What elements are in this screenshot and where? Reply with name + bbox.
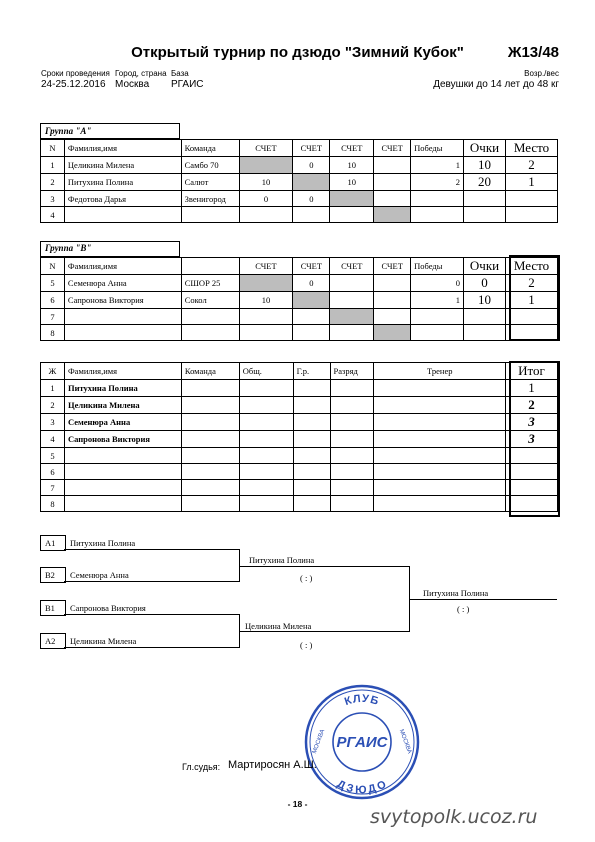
col-points: Очки bbox=[464, 140, 506, 157]
team-name bbox=[181, 325, 239, 341]
col-n: N bbox=[41, 140, 65, 157]
score-cell bbox=[293, 207, 330, 223]
dates-label: Сроки проведения bbox=[41, 69, 110, 78]
bracket-line bbox=[239, 566, 409, 567]
seed-b1-name: Сапронова Виктория bbox=[70, 603, 146, 613]
age-weight-label: Возр./вес bbox=[524, 69, 559, 78]
coach-cell bbox=[374, 380, 506, 397]
score-cell bbox=[239, 207, 293, 223]
score-cell-blocked bbox=[239, 275, 293, 292]
col-score-1: СЧЕТ bbox=[239, 140, 293, 157]
row-number: 6 bbox=[41, 292, 65, 309]
stamp-bottom-text: ДЗЮДО bbox=[334, 778, 390, 797]
wins-cell bbox=[411, 207, 464, 223]
place-cell: 1 bbox=[505, 174, 557, 191]
semi2-winner: Целикина Милена bbox=[245, 621, 312, 631]
row-number: 3 bbox=[41, 191, 65, 207]
result-cell: 2 bbox=[506, 397, 558, 414]
col-name: Фамилия,имя bbox=[64, 363, 181, 380]
team-cell bbox=[181, 480, 239, 496]
row-number: 5 bbox=[41, 275, 65, 292]
rank-number: 3 bbox=[41, 414, 65, 431]
birth-year-cell bbox=[293, 496, 330, 512]
table-row bbox=[41, 309, 558, 325]
seed-b2-code: В2 bbox=[45, 570, 55, 580]
col-wins: Победы bbox=[411, 258, 464, 275]
birth-year-cell bbox=[293, 480, 330, 496]
score-cell bbox=[374, 157, 411, 174]
col-score-3: СЧЕТ bbox=[330, 258, 374, 275]
group-a-label: Группа "А" bbox=[45, 126, 92, 136]
birth-year-cell bbox=[293, 448, 330, 464]
score-cell: 0 bbox=[239, 191, 293, 207]
col-points: Очки bbox=[464, 258, 506, 275]
athlete-name: Целикина Милена bbox=[64, 397, 181, 414]
wins-cell: 1 bbox=[411, 292, 464, 309]
athlete-name bbox=[64, 309, 181, 325]
table-row bbox=[41, 174, 558, 191]
result-cell bbox=[506, 480, 558, 496]
coach-cell bbox=[374, 397, 506, 414]
seed-a2-code: А2 bbox=[45, 636, 56, 646]
athlete-name bbox=[64, 325, 181, 341]
stamp-right-text: МОСКВА bbox=[397, 728, 413, 755]
bracket-line bbox=[64, 549, 239, 550]
athlete-name: Семенюра Анна bbox=[64, 275, 181, 292]
result-cell bbox=[506, 496, 558, 512]
score-cell bbox=[239, 309, 293, 325]
semi2-time: ( : ) bbox=[300, 640, 313, 650]
birth-year-cell bbox=[293, 464, 330, 480]
society-cell bbox=[239, 480, 293, 496]
score-cell bbox=[330, 275, 374, 292]
score-cell bbox=[374, 309, 411, 325]
col-place: Место bbox=[505, 140, 557, 157]
table-row bbox=[41, 414, 558, 431]
table-row bbox=[41, 157, 558, 174]
stamp-left-text: МОСКВА bbox=[311, 728, 327, 755]
col-score-4: СЧЕТ bbox=[374, 140, 411, 157]
score-cell bbox=[374, 275, 411, 292]
athlete-name: Питухина Полина bbox=[64, 380, 181, 397]
seed-b1-code: В1 bbox=[45, 603, 55, 613]
page-title: Открытый турнир по дзюдо "Зимний Кубок" bbox=[131, 44, 464, 61]
place-cell bbox=[505, 207, 557, 223]
athlete-name: Целикина Милена bbox=[64, 157, 181, 174]
row-number: 7 bbox=[41, 309, 65, 325]
score-cell bbox=[374, 292, 411, 309]
table-row bbox=[41, 448, 558, 464]
final-time: ( : ) bbox=[457, 604, 470, 614]
place-cell bbox=[506, 309, 558, 325]
points-cell bbox=[464, 191, 506, 207]
points-cell bbox=[464, 207, 506, 223]
birth-year-cell bbox=[293, 397, 330, 414]
city-value: Москва bbox=[115, 79, 150, 90]
place-cell: 2 bbox=[505, 157, 557, 174]
team-cell bbox=[181, 431, 239, 448]
col-score-3: СЧЕТ bbox=[330, 140, 374, 157]
athlete-name bbox=[64, 448, 181, 464]
score-cell bbox=[374, 191, 411, 207]
table-row bbox=[41, 397, 558, 414]
team-name: Самбо 70 bbox=[181, 157, 239, 174]
score-cell: 0 bbox=[293, 275, 330, 292]
age-weight-value: Девушки до 14 лет до 48 кг bbox=[433, 79, 559, 90]
table-row bbox=[41, 191, 558, 207]
score-cell bbox=[330, 292, 374, 309]
athlete-name: Федотова Дарья bbox=[64, 191, 181, 207]
society-cell bbox=[239, 397, 293, 414]
birth-year-cell bbox=[293, 414, 330, 431]
points-cell: 10 bbox=[464, 157, 506, 174]
row-number: 4 bbox=[41, 207, 65, 223]
society-cell bbox=[239, 448, 293, 464]
points-cell: 20 bbox=[464, 174, 506, 191]
score-cell bbox=[293, 309, 330, 325]
table-header-row bbox=[41, 140, 558, 157]
table-row bbox=[41, 275, 558, 292]
score-cell-blocked bbox=[293, 292, 330, 309]
points-cell: 10 bbox=[464, 292, 506, 309]
rank-number: 7 bbox=[41, 480, 65, 496]
grade-cell bbox=[330, 448, 374, 464]
athlete-name: Сапронова Виктория bbox=[64, 431, 181, 448]
seed-a2-name: Целикина Милена bbox=[70, 636, 137, 646]
wins-cell bbox=[411, 309, 464, 325]
coach-cell bbox=[374, 448, 506, 464]
final-standings-table bbox=[40, 362, 558, 512]
athlete-name bbox=[64, 480, 181, 496]
judge-label: Гл.судья: bbox=[182, 762, 221, 772]
birth-year-cell bbox=[293, 380, 330, 397]
score-cell-blocked bbox=[330, 191, 374, 207]
athlete-name bbox=[64, 464, 181, 480]
rank-number: 4 bbox=[41, 431, 65, 448]
bracket-line bbox=[64, 581, 239, 582]
team-cell bbox=[181, 448, 239, 464]
table-row bbox=[41, 207, 558, 223]
row-number: 1 bbox=[41, 157, 65, 174]
team-name bbox=[181, 207, 239, 223]
society-cell bbox=[239, 431, 293, 448]
score-cell bbox=[374, 174, 411, 191]
team-name bbox=[181, 309, 239, 325]
stamp-center-text: РГАИС bbox=[336, 734, 388, 751]
grade-cell bbox=[330, 431, 374, 448]
city-label: Город, страна bbox=[115, 69, 167, 78]
score-cell-blocked bbox=[293, 174, 330, 191]
table-row bbox=[41, 325, 558, 341]
result-cell: 3 bbox=[506, 414, 558, 431]
col-team: Команда bbox=[181, 140, 239, 157]
society-cell bbox=[239, 496, 293, 512]
semi1-winner: Питухина Полина bbox=[249, 555, 315, 565]
base-value: РГАИС bbox=[171, 79, 204, 90]
rank-number: 1 bbox=[41, 380, 65, 397]
athlete-name bbox=[64, 496, 181, 512]
final-winner: Питухина Полина bbox=[423, 588, 489, 598]
col-n: N bbox=[41, 258, 65, 275]
grade-cell bbox=[330, 480, 374, 496]
points-cell: 0 bbox=[464, 275, 506, 292]
rank-number: 2 bbox=[41, 397, 65, 414]
table-row bbox=[41, 480, 558, 496]
place-cell bbox=[505, 191, 557, 207]
wins-cell bbox=[411, 325, 464, 341]
club-stamp bbox=[303, 683, 421, 801]
team-cell bbox=[181, 464, 239, 480]
score-cell: 10 bbox=[239, 174, 293, 191]
coach-cell bbox=[374, 414, 506, 431]
score-cell: 0 bbox=[293, 191, 330, 207]
bracket-line bbox=[409, 599, 557, 600]
team-cell bbox=[181, 414, 239, 431]
col-score-2: СЧЕТ bbox=[293, 258, 330, 275]
score-cell: 10 bbox=[330, 174, 374, 191]
wins-cell bbox=[411, 191, 464, 207]
col-birth-year: Г.р. bbox=[293, 363, 330, 380]
row-number: 8 bbox=[41, 325, 65, 341]
table-row bbox=[41, 292, 558, 309]
points-cell bbox=[464, 309, 506, 325]
points-cell bbox=[464, 325, 506, 341]
table-header-row bbox=[41, 363, 558, 380]
col-rank: Ж bbox=[41, 363, 65, 380]
table-row bbox=[41, 464, 558, 480]
society-cell bbox=[239, 380, 293, 397]
athlete-name: Питухина Полина bbox=[64, 174, 181, 191]
table-header-row bbox=[41, 258, 558, 275]
score-cell-blocked bbox=[374, 207, 411, 223]
score-cell: 10 bbox=[330, 157, 374, 174]
col-name: Фамилия,имя bbox=[64, 258, 181, 275]
team-name: СШОР 25 bbox=[181, 275, 239, 292]
grade-cell bbox=[330, 414, 374, 431]
table-row bbox=[41, 496, 558, 512]
coach-cell bbox=[374, 480, 506, 496]
col-name: Фамилия,имя bbox=[64, 140, 181, 157]
semi1-time: ( : ) bbox=[300, 573, 313, 583]
col-society: Общ. bbox=[239, 363, 293, 380]
grade-cell bbox=[330, 397, 374, 414]
score-cell-blocked bbox=[239, 157, 293, 174]
col-score-4: СЧЕТ bbox=[374, 258, 411, 275]
group-a-table bbox=[40, 139, 558, 223]
table-row bbox=[41, 431, 558, 448]
score-cell bbox=[330, 207, 374, 223]
col-rank-grade: Разряд bbox=[330, 363, 374, 380]
team-cell bbox=[181, 380, 239, 397]
group-b-label: Группа "В" bbox=[45, 243, 92, 253]
watermark: svytopolk.ucoz.ru bbox=[370, 806, 538, 828]
score-cell-blocked bbox=[374, 325, 411, 341]
row-number: 2 bbox=[41, 174, 65, 191]
category-code: Ж13/48 bbox=[507, 44, 559, 61]
rank-number: 8 bbox=[41, 496, 65, 512]
seed-a1-code: А1 bbox=[45, 538, 56, 548]
coach-cell bbox=[374, 431, 506, 448]
col-place: Место bbox=[506, 258, 558, 275]
grade-cell bbox=[330, 380, 374, 397]
rank-number: 5 bbox=[41, 448, 65, 464]
place-cell bbox=[506, 325, 558, 341]
birth-year-cell bbox=[293, 431, 330, 448]
stamp-top-text: КЛУБ bbox=[343, 692, 381, 709]
group-b-table bbox=[40, 257, 558, 341]
wins-cell: 0 bbox=[411, 275, 464, 292]
result-cell: 1 bbox=[506, 380, 558, 397]
col-score-2: СЧЕТ bbox=[293, 140, 330, 157]
bracket-line bbox=[64, 614, 239, 615]
col-team bbox=[181, 258, 239, 275]
score-cell-blocked bbox=[330, 309, 374, 325]
col-score-1: СЧЕТ bbox=[239, 258, 293, 275]
score-cell: 10 bbox=[239, 292, 293, 309]
place-cell: 1 bbox=[506, 292, 558, 309]
result-cell: 3 bbox=[506, 431, 558, 448]
grade-cell bbox=[330, 464, 374, 480]
team-cell bbox=[181, 496, 239, 512]
grade-cell bbox=[330, 496, 374, 512]
place-cell: 2 bbox=[506, 275, 558, 292]
coach-cell bbox=[374, 464, 506, 480]
col-wins: Победы bbox=[411, 140, 464, 157]
seed-a1-name: Питухина Полина bbox=[70, 538, 136, 548]
score-cell bbox=[293, 325, 330, 341]
score-cell bbox=[330, 325, 374, 341]
page-number: - 18 - bbox=[287, 799, 308, 809]
coach-cell bbox=[374, 496, 506, 512]
judge-name: Мартиросян А.Ш. bbox=[228, 759, 317, 771]
team-name: Звенигород bbox=[181, 191, 239, 207]
result-cell bbox=[506, 464, 558, 480]
team-name: Салют bbox=[181, 174, 239, 191]
team-cell bbox=[181, 397, 239, 414]
table-row bbox=[41, 380, 558, 397]
base-label: База bbox=[171, 69, 189, 78]
score-cell: 0 bbox=[293, 157, 330, 174]
team-name: Сокол bbox=[181, 292, 239, 309]
svg-text:КЛУБ bbox=[343, 693, 381, 708]
society-cell bbox=[239, 414, 293, 431]
col-coach: Тренер bbox=[374, 363, 506, 380]
wins-cell: 2 bbox=[411, 174, 464, 191]
athlete-name: Сапронова Виктория bbox=[64, 292, 181, 309]
score-cell bbox=[239, 325, 293, 341]
athlete-name: Семенюра Анна bbox=[64, 414, 181, 431]
athlete-name bbox=[64, 207, 181, 223]
rank-number: 6 bbox=[41, 464, 65, 480]
col-result: Итог bbox=[506, 363, 558, 380]
society-cell bbox=[239, 464, 293, 480]
bracket-line bbox=[239, 631, 409, 632]
seed-b2-name: Семенюра Анна bbox=[70, 570, 129, 580]
bracket-line bbox=[64, 647, 239, 648]
col-team: Команда bbox=[181, 363, 239, 380]
wins-cell: 1 bbox=[411, 157, 464, 174]
result-cell bbox=[506, 448, 558, 464]
dates-value: 24-25.12.2016 bbox=[41, 79, 106, 90]
